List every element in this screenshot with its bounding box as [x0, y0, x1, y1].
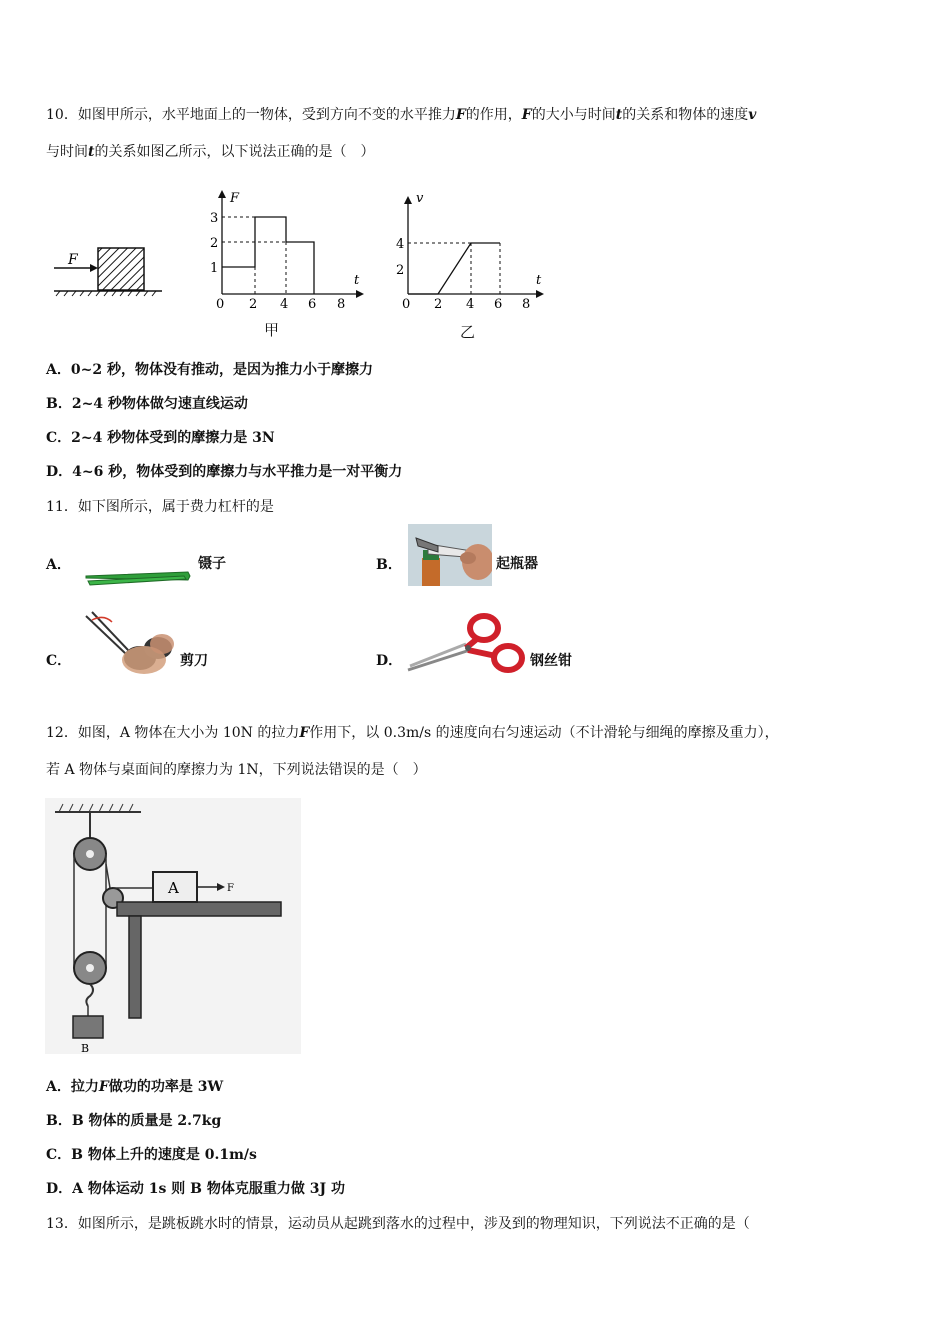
- q10-option-a[interactable]: A．0~2 秒，物体没有推动，是因为推力小于摩擦力: [46, 362, 373, 378]
- x-axis-label: t: [536, 273, 542, 288]
- q10-var-F: F: [521, 107, 532, 123]
- q11-option-c-letter[interactable]: C．: [46, 653, 72, 669]
- q12-text: 作用下，以 0.3m/s 的速度向右匀速运动（不计滑轮与细绳的摩擦及重力），: [309, 725, 779, 741]
- q10-option-b[interactable]: B．2~4 秒物体做匀速直线运动: [46, 396, 248, 412]
- y-tick: 1: [210, 261, 219, 276]
- q11-option-c-label: 剪刀: [180, 653, 208, 669]
- q10-var-t: t: [615, 107, 623, 123]
- y-axis-label: v: [416, 191, 424, 206]
- x-tick: 2: [434, 297, 443, 311]
- x-tick: 6: [308, 297, 317, 311]
- y-tick: 3: [210, 211, 219, 226]
- x-tick: 0: [216, 297, 225, 311]
- q12-stem-line2: 若 A 物体与桌面间的摩擦力为 1N，下列说法错误的是（ ）: [46, 762, 427, 778]
- x-tick: 6: [494, 297, 503, 311]
- force-line: [222, 217, 314, 294]
- x-tick: 8: [522, 297, 531, 311]
- q10-force-time-graph: [200, 186, 375, 311]
- q10-option-d[interactable]: D．4~6 秒，物体受到的摩擦力与水平推力是一对平衡力: [46, 464, 403, 480]
- velocity-line: [408, 243, 500, 294]
- q10-option-c[interactable]: C．2~4 秒物体受到的摩擦力是 3N: [46, 430, 275, 446]
- q11-option-d-label: 钢丝钳: [530, 653, 572, 669]
- q10-var-v: v: [748, 107, 757, 123]
- q10-text: 10．如图甲所示，水平地面上的一物体，受到方向不变的水平推力: [46, 107, 456, 123]
- q10-velocity-time-graph: [388, 186, 553, 311]
- hatched-block: [98, 248, 144, 290]
- x-tick: 4: [466, 297, 475, 311]
- q10-text: 与时间: [46, 144, 88, 160]
- q11-option-d-letter[interactable]: D．: [376, 653, 403, 669]
- q10-text: 的作用，: [465, 107, 522, 123]
- q12-option-text: A．拉力: [46, 1079, 99, 1095]
- q12-var-F: F: [299, 725, 310, 741]
- q10-block-figure: [50, 240, 170, 300]
- q12-option-a[interactable]: [46, 1076, 223, 1096]
- x-tick: 0: [402, 297, 411, 311]
- q12-stem-line1: [46, 722, 779, 742]
- q12-option-d[interactable]: D．A 物体运动 1s 则 B 物体克服重力做 3J 功: [46, 1181, 345, 1197]
- scissors-image[interactable]: [78, 610, 178, 676]
- q12-pulley-figure: [45, 798, 301, 1054]
- q11-stem: 11．如下图所示，属于费力杠杆的是: [46, 499, 274, 515]
- y-tick: 4: [396, 237, 405, 252]
- force-arrow-head: [90, 264, 98, 272]
- bottle-opener-image[interactable]: [408, 524, 492, 586]
- x-tick: 8: [337, 297, 346, 311]
- x-axis-label: t: [354, 273, 360, 288]
- pliers-image[interactable]: [404, 606, 528, 680]
- y-tick: 2: [396, 263, 405, 278]
- force-label: F: [68, 252, 78, 268]
- q10-text: 的关系如图乙所示，以下说法正确的是（ ）: [94, 144, 375, 160]
- guide-lines: [222, 217, 286, 294]
- q10-stem-line1: [46, 104, 756, 124]
- x-tick: 2: [249, 297, 258, 311]
- tweezers-image[interactable]: [84, 564, 194, 588]
- q10-caption-jia: 甲: [264, 321, 280, 339]
- q10-var-F: F: [455, 107, 466, 123]
- force-label: F: [227, 883, 234, 894]
- table-leg: [129, 916, 141, 1018]
- table-top: [117, 902, 281, 916]
- q12-option-b[interactable]: B．B 物体的质量是 2.7kg: [46, 1113, 222, 1129]
- q11-option-a-label: 镊子: [198, 556, 226, 572]
- q13-stem: 13．如图所示，是跳板跳水时的情景，运动员从起跳到落水的过程中，涉及到的物理知识，下列说法不正确的是（: [46, 1216, 750, 1232]
- q12-option-c[interactable]: C．B 物体上升的速度是 0.1m/s: [46, 1147, 257, 1163]
- q11-option-b-letter[interactable]: B．: [376, 557, 402, 573]
- q11-option-a-letter[interactable]: A．: [46, 557, 71, 573]
- q12-option-text: 做功的功率是 3W: [108, 1079, 224, 1095]
- q10-var-t: t: [88, 144, 95, 160]
- q12-var-F: F: [98, 1079, 109, 1095]
- block-a-label: A: [168, 879, 179, 897]
- q11-option-b-label: 起瓶器: [496, 556, 538, 572]
- q10-caption-yi: 乙: [460, 323, 476, 341]
- q10-text: 的大小与时间: [531, 107, 616, 123]
- q12-text: 12．如图，A 物体在大小为 10N 的拉力: [46, 725, 300, 741]
- y-tick: 2: [210, 236, 219, 251]
- x-tick: 4: [280, 297, 289, 311]
- block-b-label: B: [81, 1042, 90, 1054]
- q10-stem-line2: [46, 141, 374, 161]
- y-axis-label: F: [230, 191, 240, 206]
- block-b: [73, 1016, 103, 1038]
- q10-text: 的关系和物体的速度: [622, 107, 749, 123]
